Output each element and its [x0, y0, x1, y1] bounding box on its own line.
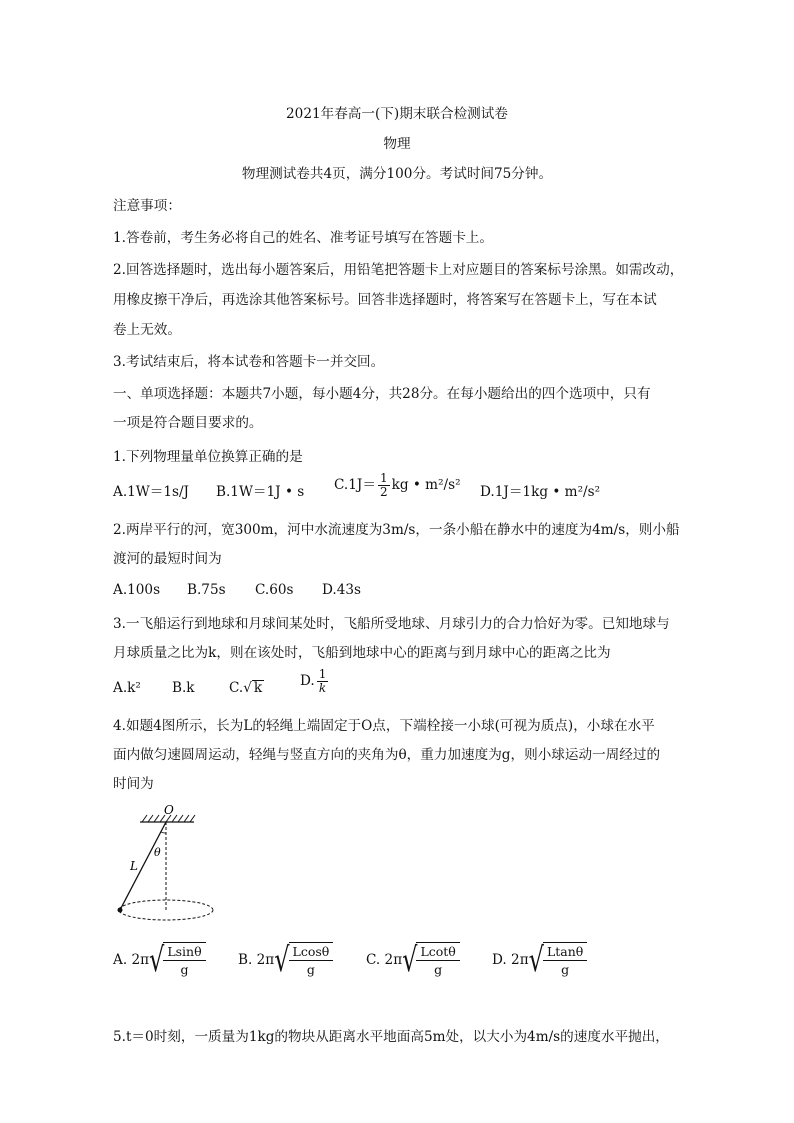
q3c-radicand: k	[253, 680, 263, 696]
question-2-option-d: D.43s	[322, 582, 362, 598]
angle-arc	[161, 832, 166, 833]
q4c-prefix: C. 2π	[366, 952, 403, 968]
q4a-fraction	[163, 942, 205, 978]
q4b-fraction	[289, 942, 334, 978]
question-1-option-a: A.1W＝1s/J	[113, 484, 190, 500]
question-1-option-d: D.1J＝1kg • m²/s²	[480, 484, 601, 500]
question-4-option-b	[238, 942, 333, 978]
q4c-fraction	[416, 942, 459, 978]
q1c-prefix: C.1J＝	[334, 477, 376, 493]
string-line	[120, 822, 166, 910]
q4a-den: g	[180, 962, 189, 977]
label-theta: θ	[154, 846, 161, 859]
question-1-option-c	[334, 472, 461, 499]
question-3-line-1: 3.一飞船运行到地球和月球间某处时，飞船所受地球、月球引力的合力恰好为零。已知地球与	[113, 616, 670, 632]
exam-title: 2021年春高一(下)期末联合检测试卷	[286, 106, 508, 122]
q4c-den: g	[434, 962, 443, 977]
q4a-num: Lsinθ	[163, 943, 205, 961]
question-4-option-c	[366, 942, 460, 978]
notice-heading: 注意事项：	[113, 198, 181, 214]
q4d-den: g	[561, 962, 570, 977]
question-5-line-1: 5.t＝0时刻，一质量为1kg的物块从距离水平地面高5m处，以大小为4m/s的速度水平抛出，	[113, 1029, 669, 1045]
question-4-line-2: 面内做匀速圆周运动，轻绳与竖直方向的夹角为θ，重力加速度为g，则小球运动一周经过的	[113, 747, 661, 763]
q4a-radical-icon: √	[149, 940, 165, 980]
question-4-line-1: 4.如题4图所示，长为L的轻绳上端固定于O点，下端栓接一小球(可视为质点)，小球在水平	[113, 718, 655, 734]
q1c-suffix: kg • m²/s²	[391, 477, 461, 493]
question-4-option-d	[492, 942, 587, 978]
question-3-option-b: B.k	[172, 680, 195, 696]
q4d-fraction	[543, 942, 587, 978]
q3d-fraction	[317, 668, 329, 695]
q4a-expr	[113, 942, 206, 978]
notice-item-3: 3.考试结束后，将本试卷和答题卡一并交回。	[113, 354, 385, 370]
notice-item-2-line-3: 卷上无效。	[113, 322, 181, 338]
q4b-radical-icon: √	[274, 940, 290, 980]
q4a-prefix: A. 2π	[113, 952, 150, 968]
q4c-expr	[366, 942, 460, 978]
q4d-expr	[492, 942, 587, 978]
q4d-num: Ltanθ	[543, 943, 587, 961]
q4b-den: g	[306, 962, 315, 977]
q3d-prefix: D.	[300, 673, 315, 689]
watermark	[610, 768, 619, 801]
label-o: O	[164, 803, 174, 817]
pendulum-figure	[108, 800, 228, 930]
q4c-num: Lcotθ	[416, 943, 459, 961]
q4d-prefix: D. 2π	[492, 952, 529, 968]
ball	[118, 908, 123, 913]
question-1-option-b: B.1W＝1J • s	[216, 484, 305, 500]
label-l: L	[130, 859, 138, 873]
q1c-den: 2	[379, 485, 388, 499]
notice-item-2-line-2: 用橡皮擦干净后，再选涂其他答案标号。回答非选择题时，将答案写在答题卡上，写在本试	[113, 292, 657, 308]
question-4-line-3: 时间为	[113, 776, 154, 792]
q1c-fraction	[378, 472, 390, 499]
q4b-prefix: B. 2π	[238, 952, 275, 968]
q4b-expr	[238, 942, 333, 978]
question-2-option-c: C.60s	[255, 582, 294, 598]
section-1-line-1: 一、单项选择题：本题共7小题，每小题4分，共28分。在每小题给出的四个选项中，只有	[113, 386, 651, 402]
question-3-option-c: C.√ k	[229, 680, 263, 696]
notice-item-2-line-1: 2.回答选择题时，选出每小题答案后，用铅笔把答题卡上对应题目的答案标号涂黑。如需改动，	[113, 262, 684, 278]
exam-subject: 物理	[383, 136, 411, 152]
question-4-option-a	[113, 942, 206, 978]
q3d-den: k	[318, 681, 327, 695]
q3d-num: 1	[318, 667, 327, 681]
question-3-line-2: 月球质量之比为k，则在该处时，飞船到地球中心的距离与到月球中心的距离之比为	[113, 645, 611, 661]
question-2-line-1: 2.两岸平行的河，宽300m，河中水流速度为3m/s，一条小船在静水中的速度为4m/s，则小船	[113, 522, 680, 538]
q4d-radical-icon: √	[528, 940, 544, 980]
question-2-option-b: B.75s	[187, 582, 226, 598]
q4b-num: Lcosθ	[289, 943, 334, 961]
notice-item-1: 1.答卷前，考生务必将自己的姓名、准考证号填写在答题卡上。	[113, 230, 493, 246]
q3c-prefix: C.	[229, 680, 244, 696]
question-3-option-d	[300, 668, 330, 695]
q1c-num: 1	[379, 471, 388, 485]
q4c-radical-icon: √	[402, 940, 418, 980]
section-1-line-2: 一项是符合题目要求的。	[113, 415, 263, 431]
exam-info: 物理测试卷共4页，满分100分。考试时间75分钟。	[241, 166, 553, 182]
question-3-option-a: A.k²	[113, 680, 141, 696]
question-2-line-2: 渡河的最短时间为	[113, 551, 222, 567]
question-1-stem: 1.下列物理量单位换算正确的是	[113, 449, 303, 465]
question-2-option-a: A.100s	[113, 582, 161, 598]
